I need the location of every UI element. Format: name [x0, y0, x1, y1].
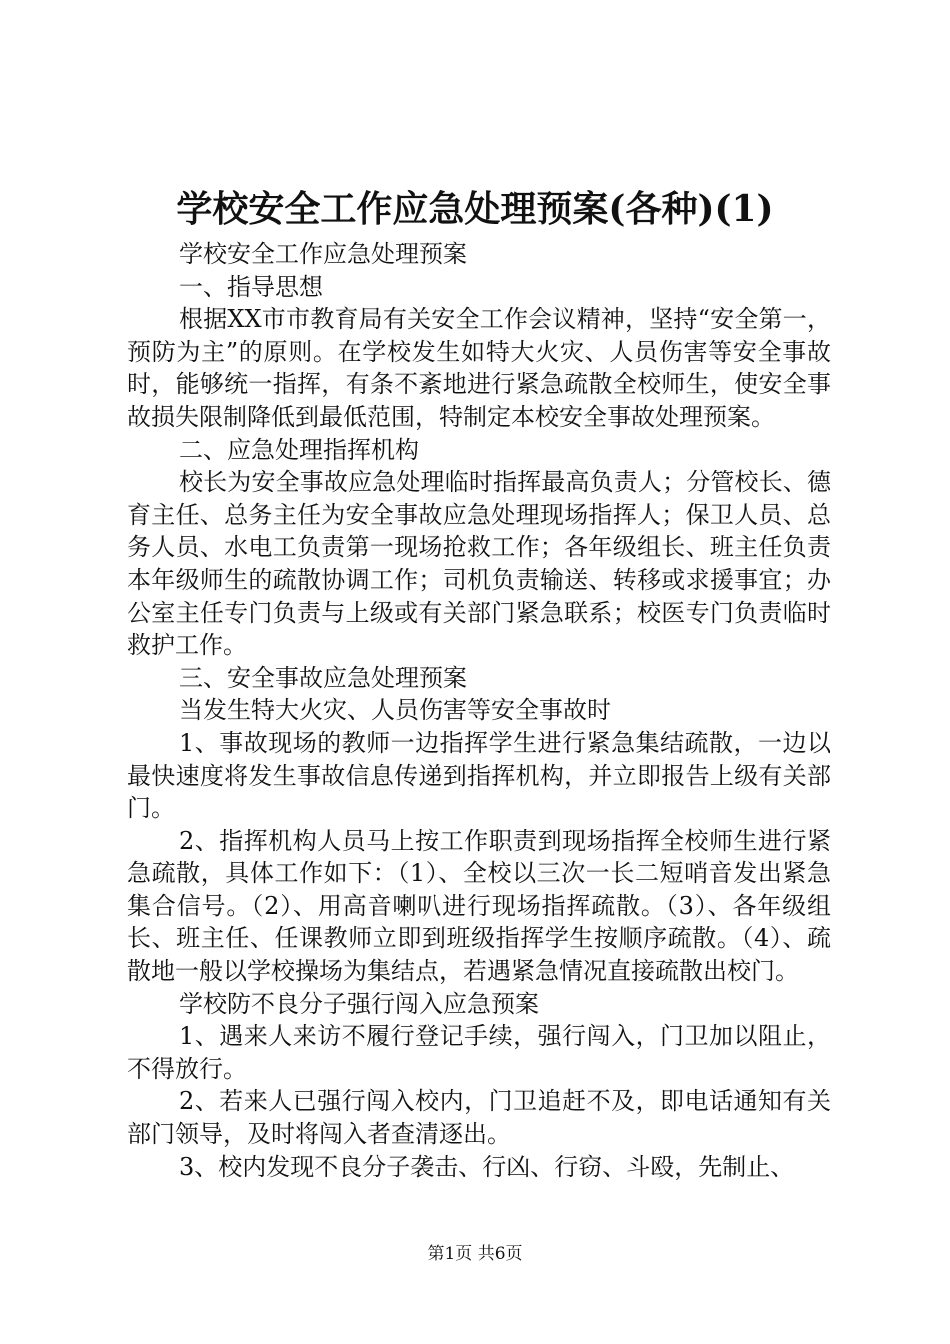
- section-heading: 学校防不良分子强行闯入应急预案: [179, 989, 539, 1018]
- paragraph: 根据XX市市教育局有关安全工作会议精神，坚持“安全第一，预防为主”的原则。在学校发生如特大火灾、人员伤害等安全事故时，能够统一指挥，有条不紊地进行紧急疏散全校师生，使安全事故损失限制降低到最低范围，特制定本校安全事故处理预案。: [127, 305, 831, 431]
- section-heading: 三、安全事故应急处理预案: [179, 663, 467, 692]
- paragraph: 当发生特大火灾、人员伤害等安全事故时: [179, 696, 611, 725]
- section-heading: 一、指导思想: [179, 272, 323, 301]
- paragraph: 2、指挥机构人员马上按工作职责到现场指挥全校师生进行紧急疏散，具体工作如下：（1）、全校以三次一长二短哨音发出紧急集合信号。（2）、用高音喇叭进行现场指挥疏散。（3）、各年级组长、班主任、任课教师立即到班级指挥学生按顺序疏散。（4）、疏散地一般以学校操场为集结点，若遇紧急情况直接疏散出校门。: [127, 826, 831, 986]
- paragraph: 1、遇来人来访不履行登记手续，强行闯入，门卫加以阻止，不得放行。: [127, 1022, 831, 1083]
- paragraph: 校长为安全事故应急处理临时指挥最高负责人；分管校长、德育主任、总务主任为安全事故应急处理现场指挥人；保卫人员、总务人员、水电工负责第一现场抢救工作；各年级组长、班主任负责本年级师生的疏散协调工作；司机负责输送、转移或求援事宜；办公室主任专门负责与上级或有关部门紧急联系；校医专门负责临时救护工作。: [127, 468, 831, 660]
- paragraph: 学校安全工作应急处理预案: [179, 240, 467, 268]
- paragraph: 3、校内发现不良分子袭击、行凶、行窃、斗殴，先制止、: [179, 1152, 795, 1181]
- section-heading: 二、应急处理指挥机构: [179, 435, 419, 464]
- paragraph: 1、事故现场的教师一边指挥学生进行紧急集结疏散，一边以最快速度将发生事故信息传递到指挥机构，并立即报告上级有关部门。: [127, 728, 831, 823]
- paragraph: 2、若来人已强行闯入校内，门卫追赶不及，即电话通知有关部门领导，及时将闯入者查清逐出。: [127, 1087, 831, 1149]
- page-number-footer: 第1页 共6页: [427, 1244, 523, 1264]
- document-body: [127, 238, 831, 1183]
- document-title: 学校安全工作应急处理预案(各种)(1): [176, 188, 774, 230]
